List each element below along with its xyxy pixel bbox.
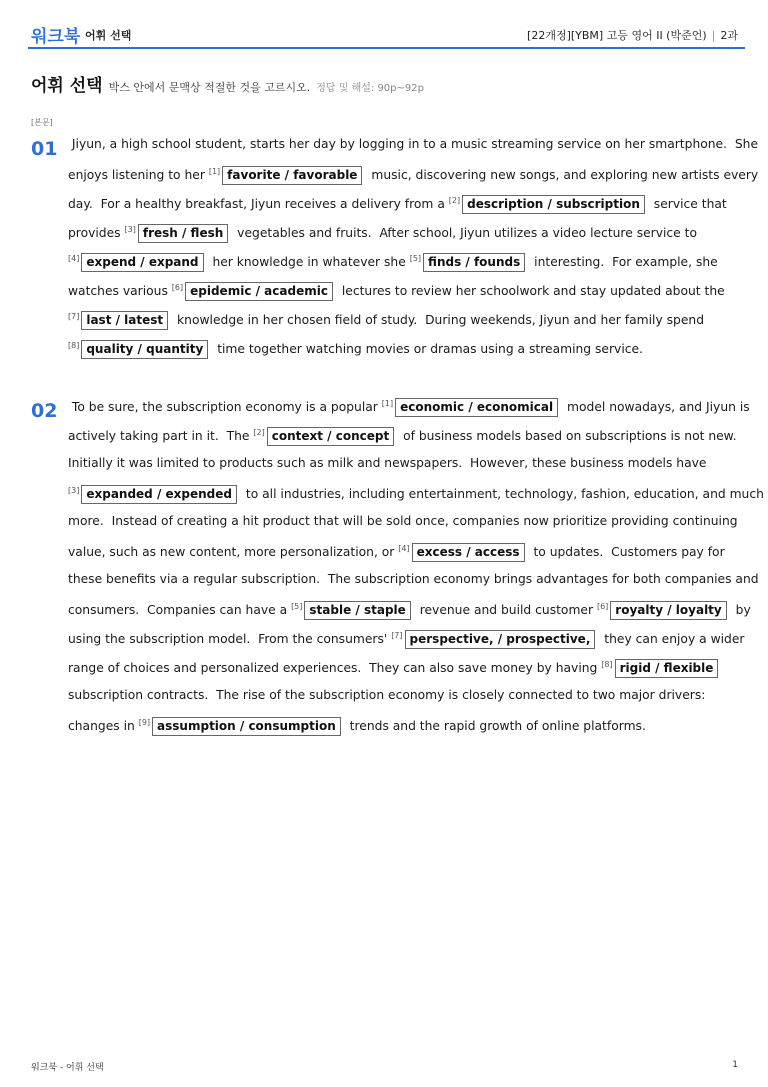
passage-text: using the subscription model. From the consumers': [68, 632, 392, 646]
blank-number: [8]: [68, 341, 80, 350]
passage-line: [68, 137, 759, 166]
vocab-choice-box[interactable]: quality / quantity: [81, 340, 208, 359]
blank-number: [6]: [171, 283, 184, 292]
passage-02: [68, 398, 764, 746]
lesson-label: 2과: [720, 29, 738, 42]
passage-line: [68, 195, 742, 224]
passage-text: interesting. For example, she: [530, 255, 718, 269]
blank-number: [6]: [596, 602, 609, 611]
section-tag: [본문]: [31, 118, 53, 127]
passage-text: they can enjoy a wider: [600, 632, 745, 646]
passage-text: to updates. Customers pay for: [529, 545, 725, 559]
passage-line: [68, 282, 742, 311]
course-name: [22개정][YBM] 고등 영어 II (박준언): [527, 29, 707, 42]
passage-text: changes in: [68, 719, 139, 733]
page-title: 어휘 선택: [31, 76, 103, 96]
passage-text: watches various: [68, 284, 172, 298]
passage-text: value, such as new content, more personalization, or: [68, 545, 399, 559]
answer-hint: 정답 및 해설: 90p~92p: [316, 83, 424, 94]
vocab-choice-box[interactable]: expend / expand: [81, 253, 203, 272]
passage-line: [68, 427, 742, 456]
passage-text: subscription contracts. The rise of the subscription economy is closely connected to two major drivers:: [68, 688, 706, 702]
passage-text: Jiyun, a high school student, starts her day by logging in to a music streaming service on her smartphone. She: [68, 137, 759, 151]
blank-number: [3]: [124, 225, 136, 234]
divider: |: [711, 29, 716, 42]
passage-text: model nowadays, and Jiyun is: [563, 400, 750, 414]
vocab-choice-box[interactable]: economic / economical: [395, 398, 558, 417]
vocab-choice-box[interactable]: last / latest: [81, 311, 168, 330]
question-number: 02: [31, 400, 58, 422]
passage-text: service that: [649, 197, 727, 211]
course-info: [527, 27, 738, 43]
vocab-choice-box[interactable]: description / subscription: [462, 195, 645, 214]
blank-number: [1]: [208, 167, 221, 176]
page-number: 1: [732, 1060, 738, 1070]
passage-line: [68, 601, 751, 630]
passage-text: time together watching movies or dramas using a streaming service.: [213, 342, 643, 356]
blank-number: [9]: [138, 718, 151, 727]
blank-number: [4]: [68, 254, 80, 263]
passage-text: lectures to review her schoolwork and stay updated about the: [337, 284, 725, 298]
passage-text: music, discovering new songs, and exploring new artists every: [367, 168, 759, 182]
vocab-choice-box[interactable]: epidemic / academic: [185, 282, 333, 301]
passage-text: by: [731, 603, 751, 617]
vocab-choice-box[interactable]: stable / staple: [304, 601, 410, 620]
blank-number: [8]: [601, 660, 613, 669]
page-header: [0, 0, 768, 50]
passage-line: [68, 166, 759, 195]
passage-text: enjoys listening to her: [68, 168, 209, 182]
passage-line: [68, 543, 742, 572]
footer-label: 워크북 - 어휘 선택: [31, 1063, 104, 1073]
passage-text: provides: [68, 226, 125, 240]
vocab-choice-box[interactable]: finds / founds: [423, 253, 525, 272]
passage-text: knowledge in her chosen field of study. During weekends, Jiyun and her family spend: [173, 313, 705, 327]
blank-number: [7]: [68, 312, 80, 321]
passage-line: [68, 659, 742, 688]
vocab-choice-box[interactable]: fresh / flesh: [138, 224, 228, 243]
passage-line: [68, 456, 742, 485]
blank-number: [3]: [68, 486, 80, 495]
passage-text: to all industries, including entertainment, technology, fashion, education, and much: [241, 487, 764, 501]
passage-line: [68, 253, 742, 282]
passage-line: [68, 717, 742, 746]
passage-line: [68, 340, 742, 369]
passage-text: more. Instead of creating a hit product that will be sold once, companies now prioritize providing continuing: [68, 514, 738, 528]
passage-line: [68, 688, 742, 717]
passage-text: To be sure, the subscription economy is a popular: [68, 400, 382, 414]
passage-text: of business models based on subscriptions is not new.: [399, 429, 737, 443]
vocab-choice-box[interactable]: excess / access: [412, 543, 525, 562]
passage-text: these benefits via a regular subscription. The subscription economy brings advantages for both companies and: [68, 572, 759, 586]
blank-number: [4]: [398, 544, 410, 553]
passage-line: [68, 514, 742, 543]
blank-number: [2]: [448, 196, 461, 205]
blank-number: [2]: [253, 428, 265, 437]
vocab-choice-box[interactable]: favorite / favorable: [222, 166, 362, 185]
passage-line: [68, 485, 764, 514]
vocab-choice-box[interactable]: assumption / consumption: [152, 717, 341, 736]
brand-subtitle: 어휘 선택: [85, 29, 132, 42]
passage-text: day. For a healthy breakfast, Jiyun receives a delivery from a: [68, 197, 449, 211]
title-row: [31, 71, 424, 96]
passage-text: consumers. Companies can have a: [68, 603, 292, 617]
passage-line: [68, 224, 742, 253]
blank-number: [5]: [291, 602, 303, 611]
vocab-choice-box[interactable]: royalty / loyalty: [610, 601, 726, 620]
vocab-choice-box[interactable]: rigid / flexible: [615, 659, 719, 678]
blank-number: [5]: [409, 254, 422, 263]
instruction-text: 박스 안에서 문맥상 적절한 것을 고르시오.: [108, 81, 311, 94]
passage-line: [68, 630, 745, 659]
passage-line: [68, 572, 759, 601]
passage-text: Initially it was limited to products such as milk and newspapers. However, these business models have: [68, 456, 707, 470]
blank-number: [7]: [391, 631, 403, 640]
passage-01: [68, 137, 759, 369]
vocab-choice-box[interactable]: perspective, / prospective,: [405, 630, 596, 649]
question-number: 01: [31, 138, 58, 160]
passage-text: her knowledge in whatever she: [208, 255, 410, 269]
passage-line: [68, 311, 742, 340]
passage-text: range of choices and personalized experiences. They can also save money by having: [68, 661, 602, 675]
vocab-choice-box[interactable]: expanded / expended: [81, 485, 237, 504]
passage-line: [68, 398, 750, 427]
passage-text: vegetables and fruits. After school, Jiyun utilizes a video lecture service to: [233, 226, 697, 240]
passage-text: revenue and build customer: [415, 603, 597, 617]
passage-text: trends and the rapid growth of online platforms.: [345, 719, 646, 733]
vocab-choice-box[interactable]: context / concept: [267, 427, 394, 446]
blank-number: [1]: [381, 399, 394, 408]
passage-text: actively taking part in it. The: [68, 429, 254, 443]
brand-title: 워크북: [31, 27, 81, 47]
header-rule: [28, 47, 745, 49]
